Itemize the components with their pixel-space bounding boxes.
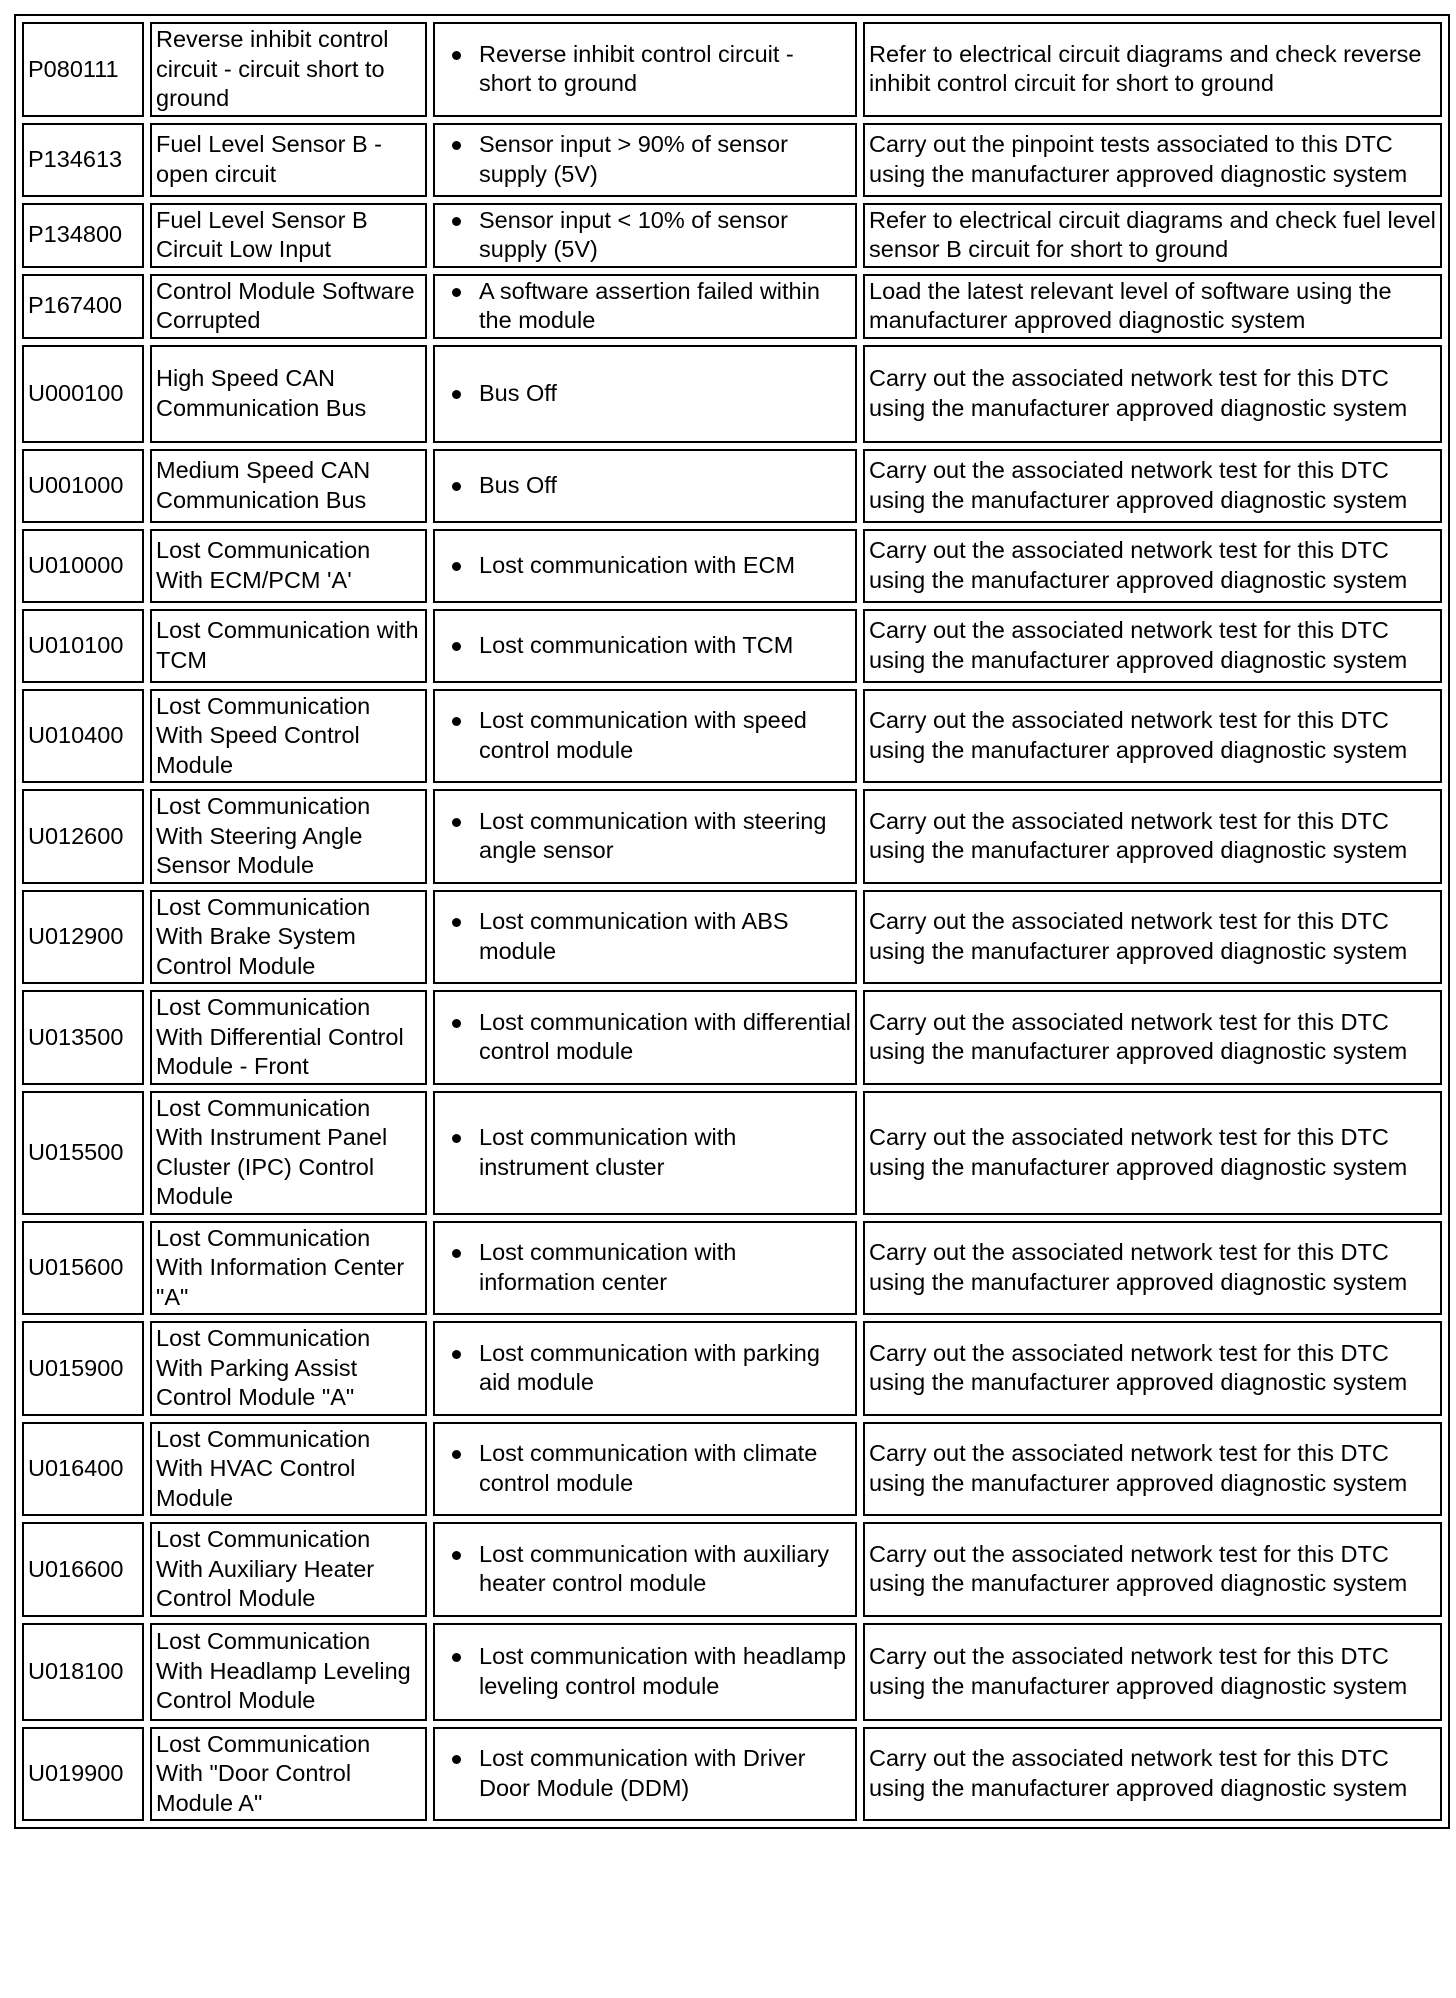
dtc-condition-cell — [433, 990, 857, 1085]
dtc-condition-cell — [433, 345, 857, 443]
dtc-action-cell: Carry out the associated network test for this DTC using the manufacturer approved diagnostic system — [863, 1422, 1442, 1517]
dtc-code-cell: U012900 — [22, 890, 144, 985]
condition-list — [439, 706, 851, 765]
table-row — [22, 1221, 1442, 1316]
condition-item: Reverse inhibit control circuit - short to ground — [479, 40, 851, 99]
dtc-action-cell: Carry out the associated network test for this DTC using the manufacturer approved diagnostic system — [863, 529, 1442, 603]
dtc-condition-cell — [433, 890, 857, 985]
dtc-description-cell: Lost Communication With Brake System Control Module — [150, 890, 427, 985]
table-row — [22, 1623, 1442, 1721]
condition-list — [439, 1008, 851, 1067]
dtc-condition-cell — [433, 1522, 857, 1617]
condition-item: Lost communication with speed control module — [479, 706, 851, 765]
condition-list — [439, 40, 851, 99]
condition-item: Lost communication with TCM — [479, 631, 851, 661]
dtc-code-cell: U010400 — [22, 689, 144, 784]
dtc-action-cell: Load the latest relevant level of software using the manufacturer approved diagnostic system — [863, 274, 1442, 339]
condition-item: Lost communication with information center — [479, 1238, 851, 1297]
dtc-description-cell: Reverse inhibit control circuit - circuit short to ground — [150, 22, 427, 117]
table-row — [22, 789, 1442, 884]
condition-list — [439, 1123, 851, 1182]
condition-item: Bus Off — [479, 379, 851, 409]
condition-list — [439, 1439, 851, 1498]
table-row — [22, 689, 1442, 784]
condition-list — [439, 907, 851, 966]
dtc-code-cell: U000100 — [22, 345, 144, 443]
dtc-code-cell: U016400 — [22, 1422, 144, 1517]
dtc-code-cell: U018100 — [22, 1623, 144, 1721]
dtc-condition-cell — [433, 274, 857, 339]
dtc-condition-cell — [433, 1623, 857, 1721]
condition-list — [439, 1238, 851, 1297]
dtc-code-cell: U015600 — [22, 1221, 144, 1316]
table-row — [22, 449, 1442, 523]
dtc-code-cell: U015500 — [22, 1091, 144, 1215]
dtc-code-cell: P167400 — [22, 274, 144, 339]
table-row — [22, 203, 1442, 268]
condition-item: Lost communication with parking aid module — [479, 1339, 851, 1398]
condition-item: Lost communication with ABS module — [479, 907, 851, 966]
condition-item: Lost communication with instrument cluster — [479, 1123, 851, 1182]
dtc-table-body — [22, 22, 1442, 1821]
table-row — [22, 990, 1442, 1085]
dtc-description-cell: Fuel Level Sensor B Circuit Low Input — [150, 203, 427, 268]
dtc-condition-cell — [433, 1221, 857, 1316]
table-row — [22, 890, 1442, 985]
dtc-description-cell: Lost Communication With Parking Assist Control Module "A" — [150, 1321, 427, 1416]
dtc-description-cell: Lost Communication With Differential Control Module - Front — [150, 990, 427, 1085]
dtc-action-cell: Carry out the pinpoint tests associated to this DTC using the manufacturer approved diagnostic system — [863, 123, 1442, 197]
dtc-description-cell: Lost Communication With Speed Control Module — [150, 689, 427, 784]
condition-item: Lost communication with ECM — [479, 551, 851, 581]
condition-item: Lost communication with climate control module — [479, 1439, 851, 1498]
dtc-code-cell: U001000 — [22, 449, 144, 523]
table-row — [22, 345, 1442, 443]
dtc-condition-cell — [433, 609, 857, 683]
dtc-description-cell: Lost Communication With Steering Angle Sensor Module — [150, 789, 427, 884]
dtc-description-cell: High Speed CAN Communication Bus — [150, 345, 427, 443]
condition-list — [439, 277, 851, 336]
condition-list — [439, 1642, 851, 1701]
table-row — [22, 274, 1442, 339]
dtc-action-cell: Refer to electrical circuit diagrams and check fuel level sensor B circuit for short to ground — [863, 203, 1442, 268]
dtc-code-cell: U012600 — [22, 789, 144, 884]
dtc-code-cell: U010000 — [22, 529, 144, 603]
condition-item: Lost communication with headlamp leveling control module — [479, 1642, 851, 1701]
dtc-condition-cell — [433, 203, 857, 268]
condition-item: Lost communication with Driver Door Module (DDM) — [479, 1744, 851, 1803]
dtc-condition-cell — [433, 1727, 857, 1822]
dtc-code-cell: U015900 — [22, 1321, 144, 1416]
table-row — [22, 22, 1442, 117]
dtc-description-cell: Lost Communication With "Door Control Module A" — [150, 1727, 427, 1822]
table-row — [22, 1091, 1442, 1215]
condition-list — [439, 130, 851, 189]
dtc-description-cell: Lost Communication With Information Center "A" — [150, 1221, 427, 1316]
dtc-action-cell: Carry out the associated network test for this DTC using the manufacturer approved diagnostic system — [863, 345, 1442, 443]
dtc-description-cell: Lost Communication With Instrument Panel Cluster (IPC) Control Module — [150, 1091, 427, 1215]
condition-item: Bus Off — [479, 471, 851, 501]
dtc-condition-cell — [433, 22, 857, 117]
condition-item: Sensor input < 10% of sensor supply (5V) — [479, 206, 851, 265]
dtc-condition-cell — [433, 123, 857, 197]
dtc-action-cell: Carry out the associated network test for this DTC using the manufacturer approved diagnostic system — [863, 1623, 1442, 1721]
dtc-code-cell: U010100 — [22, 609, 144, 683]
dtc-code-cell: U016600 — [22, 1522, 144, 1617]
condition-list — [439, 1339, 851, 1398]
dtc-action-cell: Carry out the associated network test for this DTC using the manufacturer approved diagnostic system — [863, 1221, 1442, 1316]
table-row — [22, 1727, 1442, 1822]
dtc-table — [14, 14, 1450, 1829]
dtc-condition-cell — [433, 529, 857, 603]
dtc-code-cell: P134800 — [22, 203, 144, 268]
table-row — [22, 1522, 1442, 1617]
dtc-action-cell: Carry out the associated network test for this DTC using the manufacturer approved diagnostic system — [863, 609, 1442, 683]
condition-list — [439, 471, 851, 501]
dtc-code-cell: P080111 — [22, 22, 144, 117]
condition-list — [439, 631, 851, 661]
table-row — [22, 609, 1442, 683]
dtc-condition-cell — [433, 449, 857, 523]
condition-item: Lost communication with auxiliary heater control module — [479, 1540, 851, 1599]
dtc-condition-cell — [433, 789, 857, 884]
condition-item: Lost communication with differential control module — [479, 1008, 851, 1067]
dtc-code-cell: P134613 — [22, 123, 144, 197]
condition-list — [439, 551, 851, 581]
dtc-action-cell: Carry out the associated network test for this DTC using the manufacturer approved diagnostic system — [863, 449, 1442, 523]
condition-item: Sensor input > 90% of sensor supply (5V) — [479, 130, 851, 189]
table-row — [22, 1321, 1442, 1416]
dtc-description-cell: Lost Communication With Headlamp Leveling Control Module — [150, 1623, 427, 1721]
dtc-description-cell: Lost Communication With ECM/PCM 'A' — [150, 529, 427, 603]
dtc-action-cell: Carry out the associated network test for this DTC using the manufacturer approved diagnostic system — [863, 789, 1442, 884]
dtc-action-cell: Carry out the associated network test for this DTC using the manufacturer approved diagnostic system — [863, 990, 1442, 1085]
dtc-action-cell: Refer to electrical circuit diagrams and check reverse inhibit control circuit for short to ground — [863, 22, 1442, 117]
condition-list — [439, 807, 851, 866]
dtc-description-cell: Medium Speed CAN Communication Bus — [150, 449, 427, 523]
dtc-description-cell: Control Module Software Corrupted — [150, 274, 427, 339]
dtc-condition-cell — [433, 1091, 857, 1215]
condition-item: Lost communication with steering angle sensor — [479, 807, 851, 866]
dtc-description-cell: Lost Communication With HVAC Control Module — [150, 1422, 427, 1517]
table-row — [22, 529, 1442, 603]
dtc-code-cell: U019900 — [22, 1727, 144, 1822]
dtc-condition-cell — [433, 1321, 857, 1416]
dtc-action-cell: Carry out the associated network test for this DTC using the manufacturer approved diagnostic system — [863, 1091, 1442, 1215]
dtc-action-cell: Carry out the associated network test for this DTC using the manufacturer approved diagnostic system — [863, 890, 1442, 985]
condition-list — [439, 379, 851, 409]
table-row — [22, 1422, 1442, 1517]
dtc-action-cell: Carry out the associated network test for this DTC using the manufacturer approved diagnostic system — [863, 689, 1442, 784]
condition-item: A software assertion failed within the module — [479, 277, 851, 336]
dtc-code-cell: U013500 — [22, 990, 144, 1085]
condition-list — [439, 1744, 851, 1803]
condition-list — [439, 206, 851, 265]
condition-list — [439, 1540, 851, 1599]
dtc-action-cell: Carry out the associated network test for this DTC using the manufacturer approved diagnostic system — [863, 1727, 1442, 1822]
dtc-description-cell: Fuel Level Sensor B - open circuit — [150, 123, 427, 197]
dtc-description-cell: Lost Communication with TCM — [150, 609, 427, 683]
dtc-description-cell: Lost Communication With Auxiliary Heater Control Module — [150, 1522, 427, 1617]
dtc-action-cell: Carry out the associated network test for this DTC using the manufacturer approved diagnostic system — [863, 1321, 1442, 1416]
dtc-condition-cell — [433, 1422, 857, 1517]
dtc-condition-cell — [433, 689, 857, 784]
table-row — [22, 123, 1442, 197]
dtc-action-cell: Carry out the associated network test for this DTC using the manufacturer approved diagnostic system — [863, 1522, 1442, 1617]
